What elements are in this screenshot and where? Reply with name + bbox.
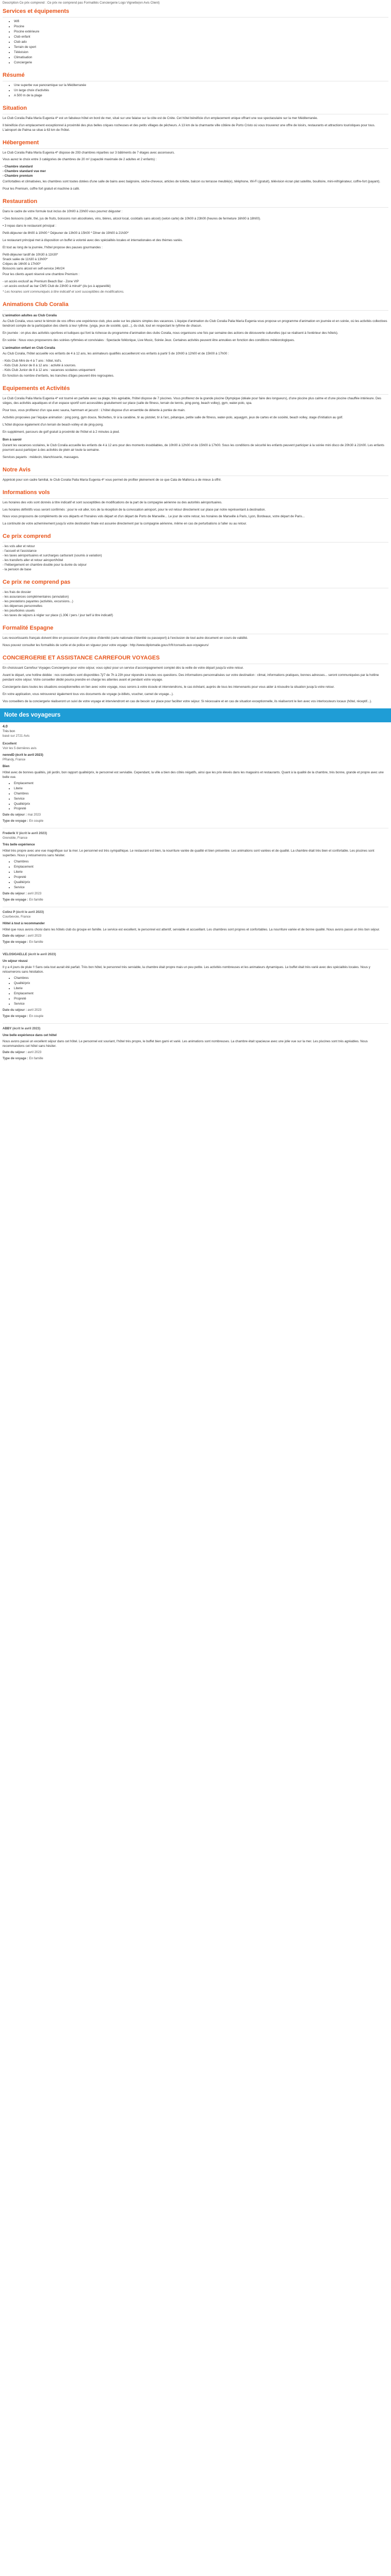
review-type xyxy=(3,1057,388,1061)
list-item: • Une superbe vue panoramique sur la Méditerranée xyxy=(14,83,388,88)
review-tag: • Emplacement xyxy=(14,992,388,996)
review-title: Hôtel à tout à recommander xyxy=(3,922,45,926)
review-tag: • Propreté xyxy=(14,875,388,880)
situation-title: Situation xyxy=(3,105,388,114)
reviews-header: Note des voyageurs xyxy=(0,708,391,722)
room-type: - Chambre standard vue mer xyxy=(3,170,46,174)
formalites-paragraph: Nous pouvez consulter les formalités de sortie et de police en vigueur pour votre voyage : http://www.diplomatie.gouv.fr/fr/conseils-aux-voyageurs/ xyxy=(3,643,209,648)
review-stay xyxy=(3,1008,388,1013)
equipements-paragraph: Pour tous, vous profiterez d'un spa avec sauna, hammam et jacuzzi : L'hôtel dispose d'un ensemble de détente à portée de main. xyxy=(3,408,186,412)
review-tag: • Qualité/prix xyxy=(14,802,388,807)
review-type-label: Type de voyage : xyxy=(3,940,28,944)
animations-paragraph: Au Club Coralia, l'hôtel accueille vos enfants de 4 à 12 ans, les animateurs qualifiés accueilleront vos enfants à partir 5 de 10h00 à 12h00 et de 15h00 à 17h00 : xyxy=(3,351,229,355)
review-stay-label: Date du séjour : xyxy=(3,934,27,938)
hebergement-paragraph: Le Club Coralia Palia María Eugenia 4* dispose de 293 chambres réparties sur 3 bâtiments de 7 étages avec ascenseurs. xyxy=(3,150,175,155)
review-item xyxy=(3,832,388,903)
review-item xyxy=(3,1027,388,1061)
review-author xyxy=(3,910,388,915)
review-type-value: En famille xyxy=(29,1056,43,1060)
restauration-note: * Les horaires sont communiqués à titre indicatif et sont susceptibles de modifications. xyxy=(3,290,124,294)
resume-section xyxy=(0,72,391,98)
list-item: - l'hébergement en chambre double pour la durée du séjour xyxy=(3,563,87,567)
review-body: Hôtel très propre avec une vue magnifique sur la mer. Le personnel est très sympathique. Le restaurant est bien, la nourriture variée de qualité et bien présentée. Les animations sont variées et de qualité. La chambre était très bien et confortable. Les piscines sont superbes. Nous y retournerons sans hésiter. xyxy=(3,849,374,858)
kids-item: - Kids Club Junior de 8 à 12 ans : activité à sources. xyxy=(3,363,76,367)
equipements-title: Equipements et Activités xyxy=(3,385,388,395)
review-author: Excellent xyxy=(3,741,17,745)
conciergerie-paragraph: En votre application, vous retrouverez également tous vos documents de voyage (e-billets, voucher, carnet de voyage...). xyxy=(3,692,174,696)
restauration-paragraph: • 3 repas dans le restaurant principal : xyxy=(3,224,56,228)
meal-time: Crêpes de 16h00 à 17h00* xyxy=(3,262,41,266)
situation-paragraph: Il bénéficie d'un emplacement exceptionnel à proximité des plus belles criques rocheuses et des petits villages de pêcheurs. A 13 km de la charmante ville côtière de Porto Cristo où vous trouverez une offre de loisirs, restaurants et attractions touristiques pour tous. L'aéroport de Palma se situe à 63 km de l'hôtel. xyxy=(3,123,376,132)
review-tag: • Chambres xyxy=(14,792,388,796)
services-section xyxy=(0,8,391,65)
review-title: Très belle expérience xyxy=(3,843,35,847)
list-item: • Télévision xyxy=(14,50,388,55)
review-author xyxy=(3,953,388,957)
conciergerie-paragraph: Vos conseillers de la conciergerie réaliseront un suivi de votre voyage et interviendront en cas de besoin sur place pour faciliter votre séjour. Si nécessaire et en cas de situation exceptionnelle, ils réaliseront le lien avec vos interlocuteurs locaux (hôtel, réceptif...). xyxy=(3,699,372,703)
review-type-value: En couple xyxy=(29,819,44,823)
restauration-section xyxy=(0,198,391,295)
review-tag: • Emplacement xyxy=(14,865,388,870)
review-item xyxy=(3,953,388,1019)
review-item xyxy=(3,910,388,945)
kids-item: - Kids Club Mini de 4 à 7 ans : hôtel, kid's. xyxy=(3,359,62,363)
review-type-label: Type de voyage : xyxy=(3,1014,28,1018)
review-stay-label: Date du séjour : xyxy=(3,813,27,817)
review-date: (écrit le avril 2023) xyxy=(28,953,56,957)
informations-title: Informations vols xyxy=(3,489,388,499)
review-link[interactable]: Voir les 5 dernières avis xyxy=(3,746,37,750)
conciergerie-title: CONCIERGERIE ET ASSISTANCE CARREFOUR VOYAGES xyxy=(3,654,388,664)
equipements-paragraph: En supplément, parcours de golf gratuit à proximité de l'hôtel et à 2 minutes à pied. xyxy=(3,430,120,434)
services-list xyxy=(3,20,388,65)
animations-section xyxy=(0,301,391,379)
review-type xyxy=(3,819,388,824)
review-type-label: Type de voyage : xyxy=(3,898,28,902)
review-tag: • Emplacement xyxy=(14,782,388,786)
review-tag: • Literie xyxy=(14,787,388,791)
review-title: nenndD (écrit le avril 2023) xyxy=(3,753,43,757)
hebergement-section xyxy=(0,139,391,192)
list-item: - l'accueil et l'assistance xyxy=(3,549,37,553)
meal-time: Petit-déjeuner tardif de 10h30 à 11h30* xyxy=(3,253,58,257)
hebergement-title: Hébergement xyxy=(3,139,388,149)
review-author-name: VELOSIGAELLE xyxy=(3,953,27,957)
review-score: 4.0 xyxy=(3,724,8,728)
review-author-name: Colinz P xyxy=(3,910,15,914)
list-item: • Un large choix d'activités xyxy=(14,89,388,93)
review-origin: Courbevoie, France xyxy=(3,915,31,919)
review-type-label: Type de voyage : xyxy=(3,1056,28,1060)
review-author xyxy=(3,832,388,836)
premium-item: - un accès exclusif au Premium Beach Bar - Zone VIP xyxy=(3,280,79,284)
reviews-section xyxy=(0,722,391,1067)
list-item: • Piscine xyxy=(14,25,388,29)
list-item: - les taxes de séjours à régler sur place (1.30€ / pers / jour tarif à titre indicatif) xyxy=(3,614,113,618)
review-tag: • Literie xyxy=(14,870,388,875)
list-item: - les frais de dossier xyxy=(3,590,31,595)
review-type xyxy=(3,898,388,903)
conciergerie-section xyxy=(0,654,391,704)
review-stay-value: avril 2023 xyxy=(27,1050,42,1054)
list-item: • Conciergerie xyxy=(14,61,388,65)
review-stay xyxy=(3,892,388,896)
review-stay xyxy=(3,813,388,818)
list-item: • Climatisation xyxy=(14,56,388,60)
review-date: (écrit le avril 2023) xyxy=(19,832,47,836)
review-stay-value: avril 2023 xyxy=(27,934,42,938)
restauration-paragraph: Le restaurant principal met à disposition un buffet à volonté avec des spécialités locales et internationales et des thèmes variés. xyxy=(3,239,183,243)
review-stay-label: Date du séjour : xyxy=(3,1050,27,1054)
review-stay-value: avril 2023 xyxy=(27,892,42,896)
review-tag: • Literie xyxy=(14,987,388,991)
list-item: - les vols aller et retour xyxy=(3,545,35,549)
review-stay-label: Date du séjour : xyxy=(3,1008,27,1012)
situation-section xyxy=(0,105,391,133)
review-type xyxy=(3,1014,388,1019)
list-item: • Piscine extérieure xyxy=(14,30,388,35)
review-author-name: ABBY xyxy=(3,1026,12,1030)
review-divider xyxy=(3,949,388,950)
formalites-title: Formalité Espagne xyxy=(3,624,388,634)
animations-subtitle: L'animation adultes au Club Coralia xyxy=(3,314,57,318)
restauration-paragraph: Dans le cadre de votre formule tout inclus de 10h00 à 23h00 vous pourrez déguster : xyxy=(3,210,123,214)
review-count: basé sur 2721 Avis xyxy=(3,734,30,738)
equipements-paragraph: Le Club Coralia Palia María Eugenia 4* est tourné en parfaite avec sa plage, très agréable, l'hôtel dispose de 7 piscines. Vous profiterez de la grande piscine Olympique (idéale pour faire des longueurs), d'une piscine plus calme et d'une piscine chauffée intérieure. Des sièges, des activités aquatiques et d'un espace sportif sont accessibles gratuitement sur place (salle de fitness, terrain de tennis, ping-pong, beach volley), gym, water-polo, spa. xyxy=(3,396,381,405)
animations-paragraph: En journée : on plus des activités sportives et ludiques qui font la richesse du programme d'animation des clubs Coralia, nous organisons une fois par semaine des actions de découverte culturelles (qui se réalisent à l'extérieur des hôtels). xyxy=(3,331,338,335)
review-tags xyxy=(3,976,388,1007)
equipements-paragraph: L'hôtel dispose également d'un terrain de beach-volley et de ping-pong. xyxy=(3,422,104,427)
animations-paragraph: En fonction du nombre d'enfants, les tranches d'âges peuvent être regroupées. xyxy=(3,374,115,378)
conciergerie-paragraph: En choisissant Carrefour Voyages Conciergerie pour votre séjour, vous optez pour un service d'accompagnement complet dès la veille de votre départ jusqu'à votre retour. xyxy=(3,666,244,670)
animations-paragraph: Au Club Coralia, vous serez le témoin de vos offres une expérience club, plus axée sur les plaisirs simples des vacances. L'équipe d'animation du Club Coralia Palia María Eugenia vous propose un programme d'animation en journée et en soirée, où les activités collectives tiendront compte de la participation des clients à leur rythme. (yoga, jeux de société, quiz...), du club, tout en respectant le rythme de chacun. xyxy=(3,319,387,328)
kids-title: L'animation enfant en Club Coralia xyxy=(3,346,55,350)
review-date: (écrit le avril 2023) xyxy=(16,910,44,914)
equipements-paragraph: Activités proposées par l'équipe animation : ping pong, gym douce, fléchettes, tir à la carabine, tir au pistolet, tir à l'arc, pétanque, petite salle de fitness, water-polo, aquagym, jeux de cartes et de société, beach volley, stage d'initiation au golf. xyxy=(3,415,344,419)
review-type-value: En couple xyxy=(29,1014,44,1018)
review-tag: • Chambres xyxy=(14,860,388,865)
informations-paragraph: Les horaires définitifs vous seront confirmés : pour le vol aller, lors de la réception de la convocation aéroport, pour le vol retour directement sur place par notre représentant à destination. xyxy=(3,507,266,512)
review-tag: • Qualité/prix xyxy=(14,880,388,885)
review-divider xyxy=(3,1023,388,1024)
review-type-value: En famille xyxy=(29,898,43,902)
equipements-paragraph: Durant les vacances scolaires, le Club Coralia accueille les enfants de 4 à 12 ans pour des moments inoubliables, de 10h00 à 12h00 et de 15h00 à 17h00. Sous les conditions de sécurité les enfants peuvent participer à la soirée mini disco de 20h30 à 21h00. Les enfants pourront aussi participer à des activités de plein air toute la semaine. xyxy=(3,443,384,452)
review-tag: • Service xyxy=(14,797,388,802)
review-body: Hôtel avec de bonnes qualités, joli jardin, bon rapport qualité/prix, le personnel est serviable. Cependant, la ville a bien des côtés négatifs, ainsi que les prix élevés dans les magasins et restaurants. Quant à la qualité de la chambre, très bonne, grande et propre avec une belle vue. xyxy=(3,770,384,779)
review-origin: PRandy, France xyxy=(3,757,26,761)
kids-item: - Kids Club Junior de 8 à 12 ans : vacances scolaires uniquement xyxy=(3,368,95,372)
equipements-paragraph: Services payants : médecin, blanchisserie, massages. xyxy=(3,455,79,459)
room-type: - Chambre premium xyxy=(3,174,33,178)
restauration-paragraph: Pour les clients ayant réservé une chambre Premium : xyxy=(3,273,79,277)
formalites-paragraph: Les ressortissants français doivent être en possession d'une pièce d'identité (carte nationale d'identité ou passeport) à l'exclusion de tout autre document en cours de validité. xyxy=(3,636,248,640)
avis-section xyxy=(0,466,391,483)
review-score-label: Très bon xyxy=(3,729,15,733)
review-title: Une belle expérience dans cet hôtel xyxy=(3,1033,57,1037)
room-type: - Chambre standard xyxy=(3,165,33,169)
services-title: Services et équipements xyxy=(3,8,388,18)
animations-paragraph: En soirée : Nous vous proposerons des soirées rythmées et conviviales : Spectacle folklorique, Live Music, Soirée Jeux. Certaines activités peuvent être annulées en fonction des conditions météorologiques. xyxy=(3,338,295,342)
list-item: - les pourboires usuels xyxy=(3,609,35,613)
list-item: - les dépenses personnelles xyxy=(3,604,43,608)
review-tags xyxy=(3,782,388,812)
list-item: - les prestations payantes (activités, excursions...) xyxy=(3,600,73,604)
review-tag: • Qualité/prix xyxy=(14,981,388,986)
comprend-title: Ce prix comprend xyxy=(3,533,388,543)
review-tag: • Propreté xyxy=(14,997,388,1002)
informations-paragraph: Les horaires des vols sont donnés à titre indicatif et sont susceptibles de modifications de la part de la compagnie aérienne ou des autorités aéroportuaires. xyxy=(3,500,222,504)
review-type xyxy=(3,940,388,945)
restauration-paragraph: • Des boissons (café, thé, jus de fruits, boissons non alcoolisées, vins, bières, alcool local, cocktails sans alcool) (selon carte) de 10h00 à 23h00 (heures de fermeture 16h00 à 18h00). xyxy=(3,217,261,221)
avis-title: Notre Avis xyxy=(3,466,388,476)
review-title: Un séjour réussi xyxy=(3,959,28,963)
review-tag: • Service xyxy=(14,1002,388,1007)
informations-paragraph: La continuité de votre acheminement jusqu'à votre destination finale est assurée directement par la compagnie aérienne, même en cas de perturbations à l'aller ou au retour. xyxy=(3,522,247,526)
review-stay-label: Date du séjour : xyxy=(3,892,27,896)
review-stay-value: avril 2023 xyxy=(27,1008,42,1012)
list-item: - les transferts aller et retour aéroport/hôtel xyxy=(3,558,63,563)
ne-comprend-section xyxy=(0,579,391,618)
informations-paragraph: Nous vous proposons de compléments de vos départs et l'horaires vols départ et d'un départ de Porto de Marseille... Le jour de votre retour, les horaires de Marseille à Paris, Lyon, Bordeaux, votre départ de Paris... xyxy=(3,515,305,519)
review-type-label: Type de voyage : xyxy=(3,819,28,823)
list-item: • Club ado xyxy=(14,40,388,45)
ne-comprend-title: Ce prix ne comprend pas xyxy=(3,579,388,588)
list-item: - la pension de base xyxy=(3,568,31,572)
situation-paragraph: Le Club Coralia Palia María Eugenia 4* est un fabuleux hôtel en bord de mer, situé sur une falaise sur la côte est de Crète. Cet hôtel bénéficie d'un emplacement unique offrant une vue spectaculaire sur la mer Méditerranée. xyxy=(3,116,318,120)
restauration-paragraph: Petit-déjeuner de 8h00 à 10h00 * Déjeuner de 13h00 à 15h00 * Dîner de 19h00 à 21h30* xyxy=(3,231,129,235)
resume-list xyxy=(3,83,388,98)
review-author-name: Frederik V xyxy=(3,832,19,836)
list-item: • Terrain de sport xyxy=(14,45,388,50)
review-stay-value: mai 2023 xyxy=(27,813,41,817)
hebergement-paragraph: Vous aurez le choix entre 3 catégories de chambres de 20 m² (capacité maximale de 2 adultes et 2 enfants) : xyxy=(3,158,157,162)
review-tag: • Chambres xyxy=(14,976,388,981)
hebergement-paragraph: Confortables et climatisées, les chambres sont toutes dotées d'une salle de bains avec baignoire, sèche-cheveux, articles de toilette, balcon ou terrasse meublé(e), téléphone, Wi-Fi (gratuit), télévision écran plat satellite, bouilloire, mini-réfrigérateur, coffre-fort (payant). xyxy=(3,180,381,184)
meal-time: Snack salée de 11h30 à 13h00* xyxy=(3,258,48,262)
restauration-title: Restauration xyxy=(3,198,388,208)
page-description: Description Ce prix comprend : Ce prix ne comprend pas Formalités Conciergerie Logo Vignette(en Avis Client) xyxy=(3,1,160,5)
review-type-value: En famille xyxy=(29,940,43,944)
review-stay xyxy=(3,1050,388,1055)
list-item: - les assurances complémentaires (annulation) xyxy=(3,595,69,599)
comprend-section xyxy=(0,533,391,572)
list-item: • Wifi xyxy=(14,20,388,24)
good-to-know-title: Bon à savoir xyxy=(3,437,22,442)
list-item: • A 500 m de la plage xyxy=(14,94,388,98)
list-item: • Club enfant xyxy=(14,35,388,40)
review-tags xyxy=(3,860,388,890)
conciergerie-paragraph: Conciergerie dans toutes les situations exceptionnelles en lien avec votre voyage, nous serons à votre écoute et interviendrons, le cas échéant, auprès de tous les intervenants pour vous aider à résoudre la situation jusqu'à votre retour. xyxy=(3,685,335,689)
informations-section xyxy=(0,489,391,527)
animations-title: Animations Club Coralia xyxy=(3,301,388,311)
avis-paragraph: Apprécié pour son cadre familial, le Club Coralia Palia María Eugenia 4* vous permet de profiter pleinement de ce que Cala de Mallorca a de mieux à offrir. xyxy=(3,478,222,482)
review-origin: Grenoble, France xyxy=(3,836,28,840)
meal-time: Boissons sans alcool en self-service 24h/24 xyxy=(3,267,65,271)
review-body: Hôtel que nous avons choisi dans les hôtels club du groupe en famille. Le service est excellent, le personnel est attentif, serviable et accueillant. Les chambres sont propres et confortables. La nourriture variée et de bonne qualité. Nous avons passé un très bon séjour. xyxy=(3,928,380,932)
hebergement-paragraph: Pour les Premium, coffre fort gratuit et machine à café. xyxy=(3,187,80,191)
review-author xyxy=(3,1027,388,1031)
review-label: Bien xyxy=(3,764,10,768)
formalites-section xyxy=(0,624,391,648)
review-tag: • Propreté xyxy=(14,807,388,811)
list-item: - les taxes aéroportuaires et surcharges carburant (soumis à variation) xyxy=(3,554,102,558)
review-item xyxy=(3,742,388,824)
review-body: Nous avons passé un excellent séjour dans cet hôtel. Le personnel est souriant, l'hôtel très propre, le buffet bien garni et varié. Les animations sont nombreuses. La chambre était spacieuse avec une jolie vue sur la mer. Les piscines sont très agréables. Nous recommandons cet hôtel sans hésiter. xyxy=(3,1039,368,1048)
conciergerie-paragraph: Avant le départ, une hotline dédiée : nos conseillers sont disponibles 7j/7 de 7h à 23h pour répondre à toutes vos questions. Des informations personnalisées sur votre destination : climat, informations pratiques, bonnes adresses... seront communiquées par la hotline pendant votre séjour. Votre conseiller dédié pourra prendre en charge les attentes avant et pendant votre voyage. xyxy=(3,673,379,682)
review-stay xyxy=(3,934,388,939)
review-body: Il y a 4 jours de pluie !! Sans cela tout aurait été parfait. Très bon hôtel, le personnel très serviable, la chambre était propre mais un peu petite. Les activités nombreuses et les animateurs dynamiques. Le buffet était très varié avec des spécialités locales. Nous y retournerons sans hésitation. xyxy=(3,965,370,974)
restauration-paragraph: Et tout au long de la journée, l'hôtel propose des pauses gourmandes : xyxy=(3,246,103,250)
review-date: (écrit le avril 2023) xyxy=(12,1026,41,1030)
resume-title: Résumé xyxy=(3,72,388,81)
premium-item: - un accès exclusif au bar CMS Club de 23h00 à minuit* (du jus à appareillé) xyxy=(3,284,111,289)
review-tag: • Service xyxy=(14,886,388,890)
equipements-section xyxy=(0,385,391,460)
